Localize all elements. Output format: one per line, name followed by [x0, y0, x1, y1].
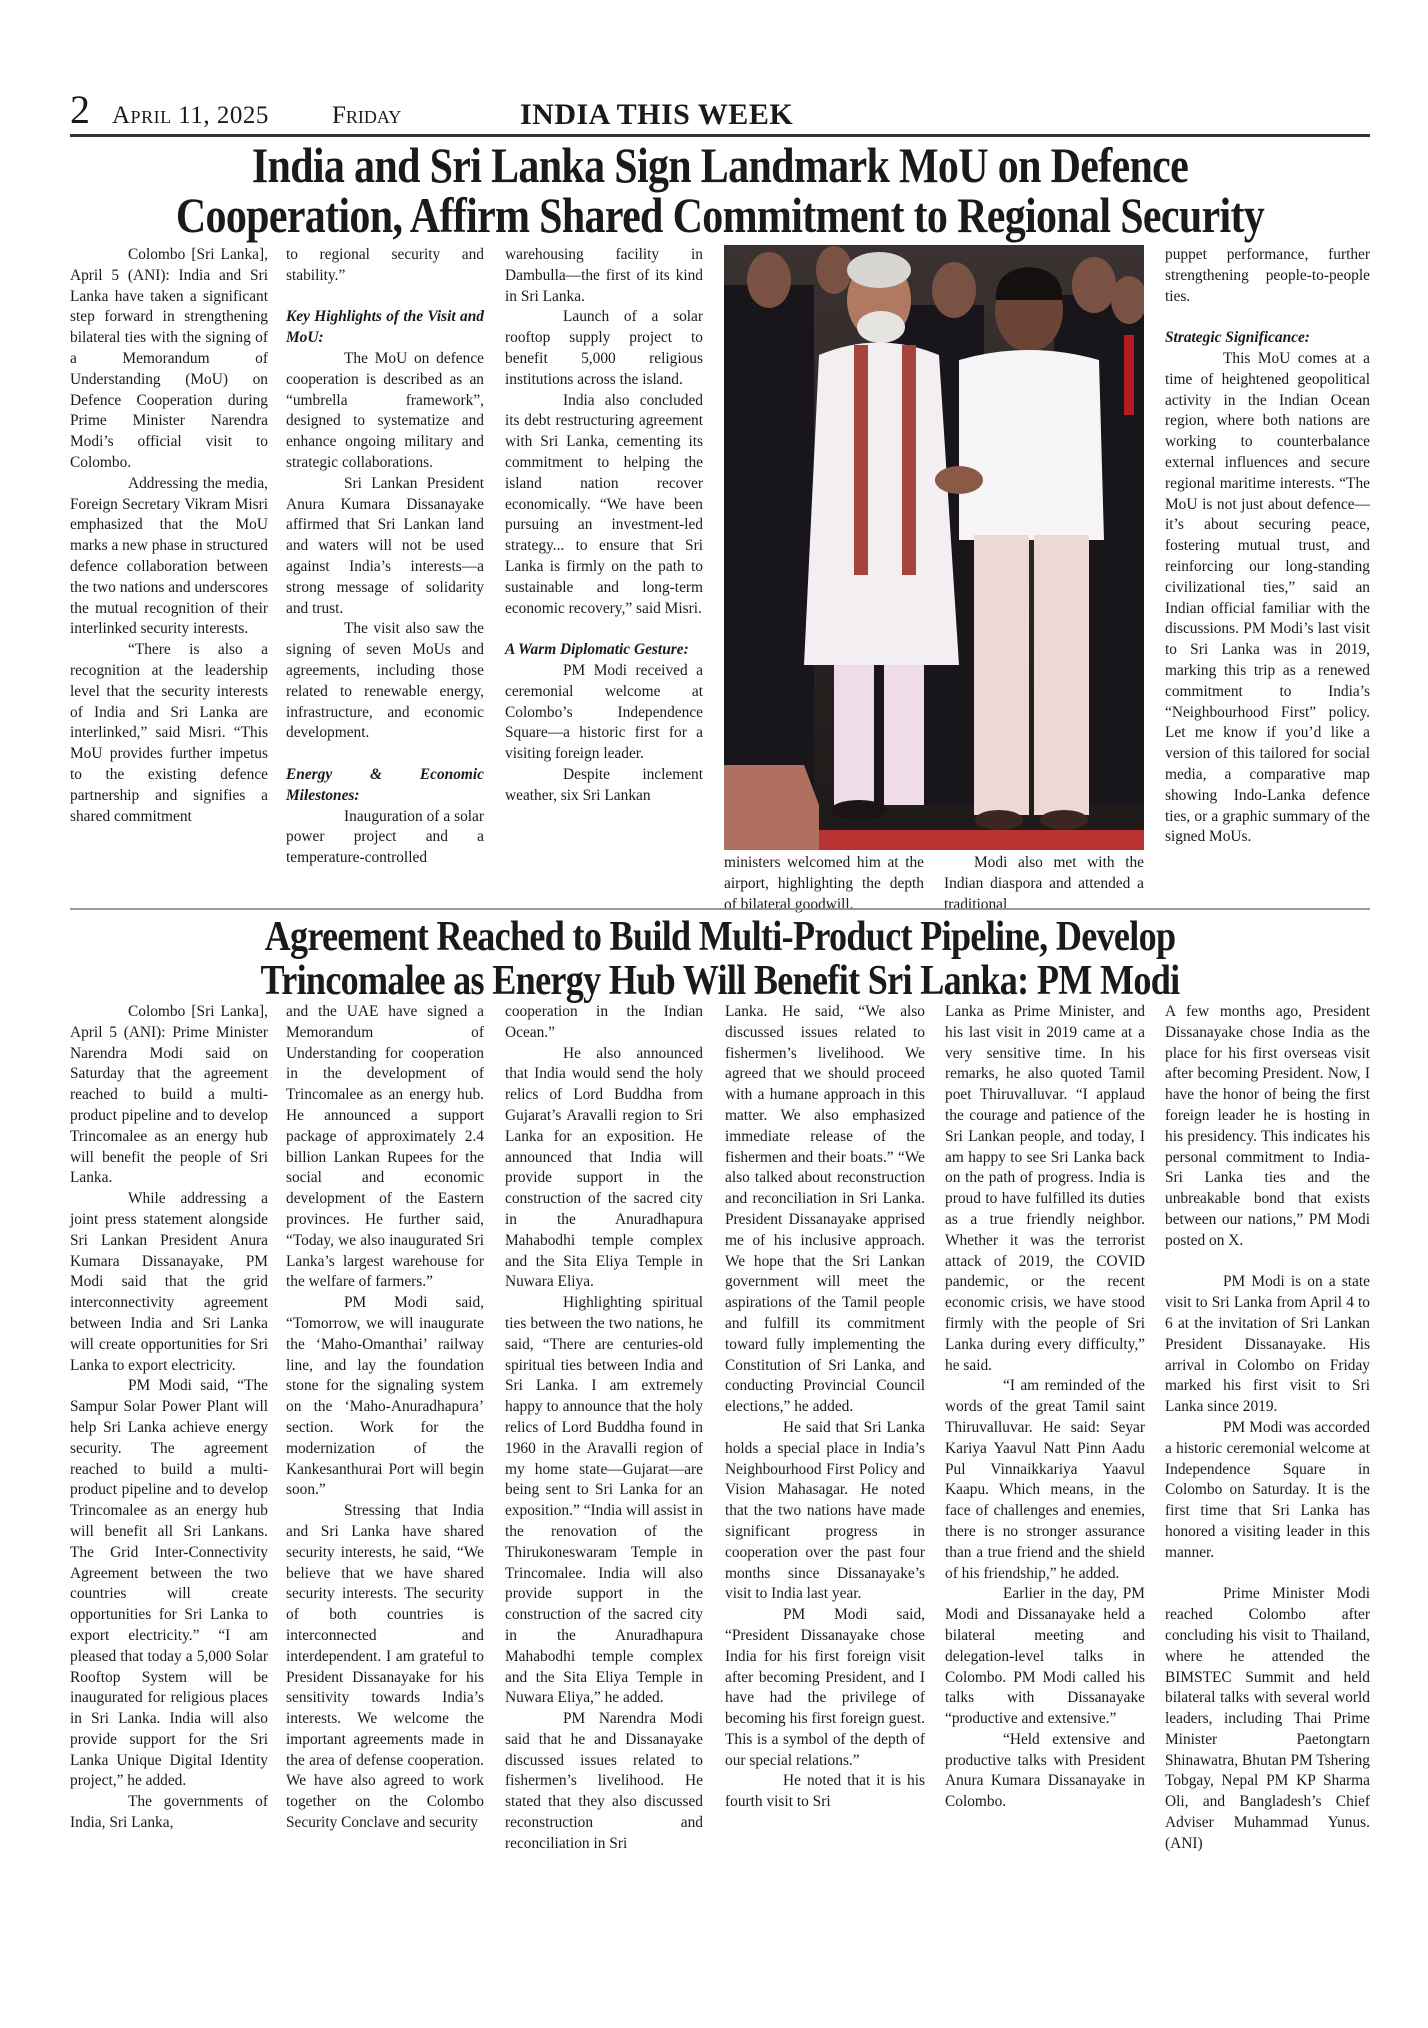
paragraph: PM Modi said, “The Sampur Solar Power Plant will help Sri Lanka achieve energy security. The agreement reached to build a multi-product pipeline and to develop Trincomalee as an energy hub will benefit all Sri Lankans. The Grid Inter-Connectivity Agreement between the two countries will create opportunities for Sri Lanka to export electricity.” “I am pleased that today a 5,000 Solar Rooftop System will be inaugurated for religious places in Sri Lanka. India will also provide support for the Sri Lanka Unique Digital Identity project,” he added.: [70, 1377, 268, 1790]
paragraph: He said that Sri Lanka holds a special place in India’s Neighbourhood First Policy and Vision Mahasagar. He noted that the two nations have made significant progress in cooperation over the past four months since Dissanayake’s visit to India last year.: [725, 1418, 925, 1603]
paragraph: Launch of a solar rooftop supply project to benefit 5,000 religious institutions across the island.: [505, 308, 703, 388]
article-divider: [70, 908, 1370, 910]
article1-headline-line1: India and Sri Lanka Sign Landmark MoU on Defence: [251, 137, 1189, 193]
article1-column-2: [286, 245, 484, 869]
paragraph: Inauguration of a solar power project and a temperature-controlled: [286, 807, 484, 867]
paragraph: He also announced that India would send the holy relics of Lord Buddha from Gujarat’s Aravalli region to Sri Lanka for an exposition. He announced that India will provide support in the construction of the sacred city in the Anuradhapura Mahabodhi temple complex and the Sita Eliya Temple in Nuwara Eliya.: [505, 1044, 703, 1291]
paragraph: PM Narendra Modi said that he and Dissanayake discussed issues related to fishermen’s livelihood. He stated that they also discussed reconstruction and reconciliation in Sri: [505, 1710, 703, 1852]
article2-headline: [161, 915, 1279, 1003]
article2-column-1: [70, 1002, 268, 1834]
issue-date: April 11, 2025: [112, 102, 269, 129]
article1-headline-line2: Cooperation, Affirm Shared Commitment to Regional Security: [175, 187, 1265, 243]
article2-column-3: [505, 1002, 703, 1855]
article2-column-6: [1165, 1002, 1370, 1855]
article1-column-5: [944, 853, 1144, 915]
paragraph: Highlighting spiritual ties between the two nations, he said, “There are centuries-old spiritual ties between India and Sri Lanka. I am extremely happy to announce that the holy relics of Lord Buddha found in 1960 in the Aravalli region of my home state—Gujarat—are being sent to Sri Lanka for an exposition.” “India will assist in the renovation of the Thirukoneswaram Temple in Trincomalee. India will also provide support in the construction of the sacred city in the Anuradhapura Mahabodhi temple complex and the Sita Eliya Temple in Nuwara Eliya,” he added.: [505, 1294, 703, 1707]
paragraph: PM Modi said, “Tomorrow, we will inaugurate the ‘Maho-Omanthai’ railway line, and lay the foundation stone for the signaling system on the ‘Maho-Anuradhapura’ section. Work for the modernization of the Kankesanthurai Port will begin soon.”: [286, 1294, 484, 1499]
paragraph: While addressing a joint press statement alongside Sri Lankan President Anura Kumara Dissanayake, PM Modi said that the grid interconnectivity agreement between India and Sri Lanka will create opportunities for Sri Lanka to export electricity.: [70, 1190, 268, 1374]
paragraph: warehousing facility in Dambulla—the first of its kind in Sri Lanka.: [505, 246, 703, 305]
subheading: Energy & Economic Milestones:: [286, 765, 484, 804]
article1-column-6: [1165, 245, 1370, 848]
article2-column-5: [945, 1002, 1145, 1813]
paragraph: This MoU comes at a time of heightened geopolitical activity in the Indian Ocean region, where both nations are working to counterbalance external influences and secure regional maritime interests. “The MoU is not just about defence—it’s about securing peace, fostering mutual trust, and reinforcing our long-standing civilizational ties,” said an Indian official familiar with the discussions. PM Modi’s last visit to Sri Lanka was in 2019, marking this trip as a renewed commitment to India’s “Neighbourhood First” policy. Let me know if you’d like a version of this tailored for social media, a comparative map showing Indo-Lanka defence ties, or a graphic summary of the signed MoUs.: [1165, 349, 1370, 846]
subheading: Key Highlights of the Visit and MoU:: [286, 308, 484, 347]
paragraph: Lanka. He said, “We also discussed issues related to fishermen’s livelihood. We agreed that we should proceed with a humane approach in this matter. We also emphasized immediate release of the fishermen and their boats.” “We also talked about reconstruction and reconciliation in Sri Lanka. President Dissanayake apprised me of his inclusive approach. We hope that the Sri Lankan government will meet the aspirations of the Tamil people and fulfill its commitment toward fully implementing the Constitution of Sri Lanka, and conducting Provincial Council elections,” he added.: [725, 1003, 925, 1416]
paragraph: PM Modi said, “President Dissanayake chose India for his first foreign visit after becoming President, and I have had the privilege of becoming his first foreign guest. This is a symbol of the depth of our special relations.”: [725, 1606, 925, 1769]
paragraph: India also concluded its debt restructuring agreement with Sri Lanka, cementing its commitment to helping the island nation recover economically. “We have been pursuing an investment-led strategy... to ensure that Sri Lanka is firmly on the path to sustainable and long-term economic recovery,” said Misri.: [505, 391, 703, 617]
article2-headline-line1: Agreement Reached to Build Multi-Product Pipeline, Develop: [264, 914, 1176, 960]
article2-column-2: [286, 1002, 484, 1834]
paragraph: to regional security and stability.”: [286, 246, 484, 284]
paragraph: Colombo [Sri Lanka], April 5 (ANI): Prime Minister Narendra Modi said on Saturday that the agreement reached to build a multi-product pipeline and to develop Trincomalee as an energy hub will benefit the people of Sri Lanka.: [70, 1003, 268, 1187]
issue-day: Friday: [332, 102, 402, 129]
paragraph: “Held extensive and productive talks with President Anura Kumara Dissanayake in Colombo.: [945, 1730, 1145, 1811]
paragraph: Modi also met with the Indian diaspora and attended a traditional: [944, 854, 1144, 913]
article1-column-1: [70, 245, 268, 827]
paragraph: Addressing the media, Foreign Secretary Vikram Misri emphasized that the MoU marks a new phase in structured defence collaboration between the two nations and underscores the mutual recognition of their interlinked security interests.: [70, 474, 268, 638]
paragraph: “I am reminded of the words of the great Tamil saint Thiruvalluvar. He said: Seyar Kariya Yaavul Natt Pinn Aadu Pul Vinnaikkariya Yaavul Kaapu. Which means, in the face of challenges and enemies, there is no stronger assurance than a true friend and the shield of his friendship,” he added.: [945, 1377, 1145, 1582]
paragraph: PM Modi was accorded a historic ceremonial welcome at Independence Square in Colombo on Saturday. It is the first time that Sri Lanka has honored a visiting leader in this manner.: [1165, 1418, 1370, 1561]
subheading: A Warm Diplomatic Gesture:: [505, 641, 689, 659]
paragraph: Earlier in the day, PM Modi and Dissanayake held a bilateral meeting and delegation-level talks in Colombo. PM Modi called his talks with Dissanayake “productive and extensive.”: [945, 1585, 1145, 1728]
paragraph: Sri Lankan President Anura Kumara Dissanayake affirmed that Sri Lankan land and waters will not be used against India’s interests—a strong message of solidarity and trust.: [286, 474, 484, 617]
masthead: [70, 87, 1370, 132]
paragraph: He noted that it is his fourth visit to Sri: [725, 1772, 925, 1811]
paragraph: “There is also a recognition at the leadership level that the security interests of India and Sri Lanka are interlinked,” said Misri. “This MoU provides further impetus to the existing defence partnership and signifies a shared commitment: [70, 641, 268, 825]
paragraph: cooperation in the Indian Ocean.”: [505, 1003, 703, 1041]
paper-name: INDIA THIS WEEK: [520, 98, 794, 131]
paragraph: The governments of India, Sri Lanka,: [70, 1793, 268, 1832]
paragraph: Stressing that India and Sri Lanka have shared security interests, he said, “We believe that we have shared security interests. The security of both countries is interconnected and interdependent. I am grateful to President Dissanayake for his sensitivity towards India’s interests. We welcome the important agreements made in the area of defense cooperation. We have also agreed to work together on the Colombo Security Conclave and security: [286, 1502, 484, 1832]
paragraph: PM Modi is on a state visit to Sri Lanka from April 4 to 6 at the invitation of Sri Lankan President Dissanayake. His arrival in Colombo on Friday marked his first visit to Sri Lanka since 2019.: [1165, 1273, 1370, 1416]
page-number: 2: [70, 87, 90, 132]
article1-column-4: [724, 853, 924, 915]
article1-headline: [174, 137, 1266, 243]
article2-headline-line2: Trincomalee as Energy Hub Will Benefit Sri Lanka: PM Modi: [260, 958, 1180, 1004]
paragraph: A few months ago, President Dissanayake chose India as the place for his first overseas visit after becoming President. Now, I have the honor of being the first foreign leader he is hosting in his presidency. This indicates his personal commitment to India-Sri Lanka ties and the unbreakable bond that exists between our nations,” PM Modi posted on X.: [1165, 1003, 1370, 1249]
news-photo: [724, 245, 1144, 850]
subheading: Strategic Significance:: [1165, 329, 1310, 347]
paragraph: and the UAE have signed a Memorandum of Understanding for cooperation in the development of Trincomalee as an energy hub. He announced a support package of approximately 2.4 billion Lankan Rupees for the social and economic development of the Eastern provinces. He further said, “Today, we also inaugurated Sri Lanka’s largest warehouse for the welfare of farmers.”: [286, 1003, 484, 1291]
paragraph: The visit also saw the signing of seven MoUs and agreements, including those related to renewable energy, infrastructure, and economic development.: [286, 620, 484, 742]
paragraph: Despite inclement weather, six Sri Lankan: [505, 765, 703, 804]
paragraph: Colombo [Sri Lanka], April 5 (ANI): India and Sri Lanka have taken a significant step forward in strengthening bilateral ties with the signing of a Memorandum of Understanding (MoU) on Defence Cooperation during Prime Minister Narendra Modi’s official visit to Colombo.: [70, 246, 268, 471]
article2-column-4: [725, 1002, 925, 1813]
paragraph: The MoU on defence cooperation is described as an “umbrella framework”, designed to systematize and enhance ongoing military and strategic collaborations.: [286, 349, 484, 471]
article1-column-3: [505, 245, 703, 807]
paragraph: ministers welcomed him at the airport, highlighting the depth of bilateral goodwill.: [724, 854, 924, 913]
paragraph: Prime Minister Modi reached Colombo after concluding his visit to Thailand, where he attended the BIMSTEC Summit and held bilateral talks with several world leaders, including Thai Prime Minister Paetongtarn Shinawatra, Bhutan PM Tshering Tobgay, Nepal PM KP Sharma Oli, and Bangladesh’s Chief Adviser Muhammad Yunus. (ANI): [1165, 1585, 1370, 1852]
paragraph: Lanka as Prime Minister, and his last visit in 2019 came at a very sensitive time. In his remarks, he also quoted Tamil poet Thiruvalluvar. “I applaud the courage and patience of the Sri Lankan people, and today, I am happy to see Sri Lanka back on the path of progress. India is proud to have fulfilled its duties as a true friendly neighbor. Whether it was the terrorist attack of 2019, the COVID pandemic, or the recent economic crisis, we have stood firmly with the people of Sri Lanka during every difficulty,” he said.: [945, 1003, 1145, 1374]
paragraph: PM Modi received a ceremonial welcome at Colombo’s Independence Square—a historic first for a visiting foreign leader.: [505, 661, 703, 763]
paragraph: puppet performance, further strengthening people-to-people ties.: [1165, 246, 1370, 305]
photo-icon: [724, 245, 1144, 850]
